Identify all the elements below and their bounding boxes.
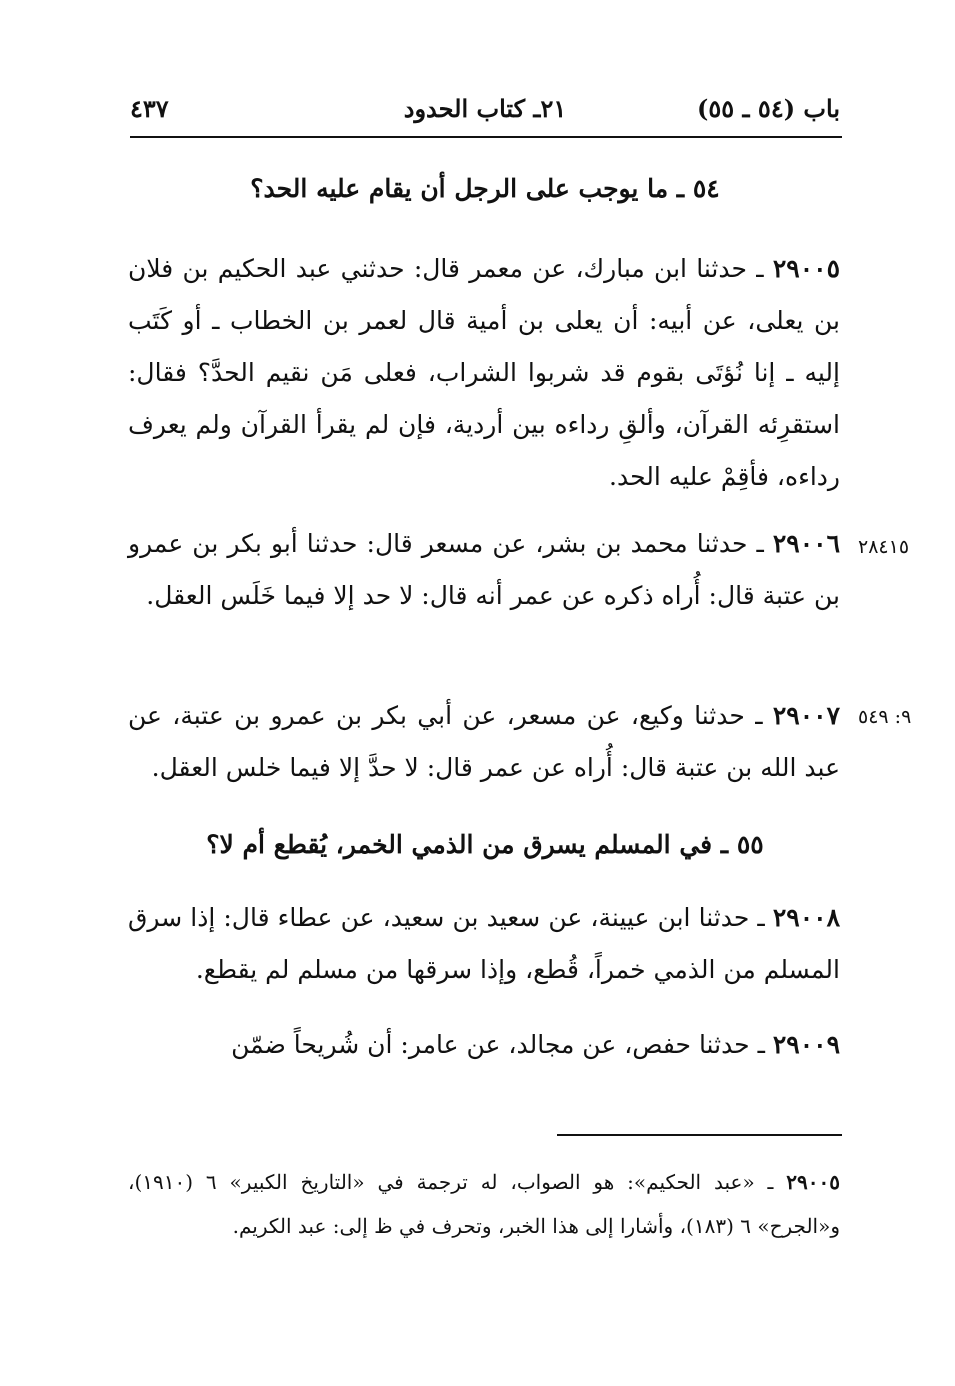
running-header — [130, 94, 840, 134]
hadith-number: ٢٩٠٠٨ — [772, 903, 840, 932]
header-rule — [130, 136, 842, 138]
section-range: باب (٥٤ ـ ٥٥) — [697, 94, 840, 123]
hadith-29006 — [128, 518, 840, 622]
footnote-rule — [557, 1134, 842, 1136]
hadith-number: ٢٩٠٠٥ — [772, 254, 840, 283]
hadith-text: ـ حدثنا محمد بن بشر، عن مسعر قال: حدثنا أبو بكر بن عمرو بن عتبة قال: أُراه ذكره عن عمر أنه قال: لا حد إلا فيما خَلَس العقل. — [128, 529, 840, 610]
hadith-29009 — [128, 1019, 840, 1071]
page-number: ٤٣٧ — [130, 94, 169, 123]
hadith-number: ٢٩٠٠٦ — [772, 529, 840, 558]
section-heading-55: ٥٥ ـ في المسلم يسرق من الذمي الخمر، يُقطع أم لا؟ — [206, 830, 764, 859]
hadith-29008 — [128, 892, 840, 996]
hadith-text: ـ حدثنا وكيع، عن مسعر، عن أبي بكر بن عمرو بن عتبة، عن عبد الله بن عتبة قال: أُراه عن عمر قال: لا حدَّ إلا فيما خلس العقل. — [128, 701, 840, 782]
margin-reference: ٢٨٤١٥ — [858, 536, 910, 558]
margin-reference: ٩: ٥٤٩ — [858, 706, 912, 728]
hadith-text: ـ حدثنا حفص، عن مجالد، عن عامر: أن شُريحاً ضمّن — [231, 1030, 773, 1059]
hadith-29005 — [128, 243, 840, 503]
footnote — [128, 1160, 840, 1248]
hadith-text: ـ حدثنا ابن عيينة، عن سعيد بن سعيد، عن عطاء قال: إذا سرق المسلم من الذمي خمراً، قُطع، وإذا سرقها من مسلم لم يقطع. — [128, 903, 840, 984]
section-heading-54: ٥٤ ـ ما يوجب على الرجل أن يقام عليه الحد؟ — [250, 174, 720, 203]
book-title: ٢١ـ كتاب الحدود — [403, 94, 567, 123]
hadith-text: ـ حدثنا ابن مبارك، عن معمر قال: حدثني عبد الحكيم بن فلان بن يعلى، عن أبيه: أن يعلى بن أمية قال لعمر بن الخطاب ـ أو كَتَب إليه ـ إنا نُؤتَى بقوم قد شربوا الشراب، فعلى مَن نقيم الحدَّ؟ فقال: استقرِئه القرآن، وألقِ رداءه بين أردية، فإن لم يقرأ القرآن ولم يعرف رداءه، فأقِمْ عليه الحد. — [128, 254, 840, 491]
hadith-number: ٢٩٠٠٧ — [772, 701, 841, 730]
footnote-text: ـ «عبد الحكيم»: هو الصواب، له ترجمة في «التاريخ الكبير» ٦ (١٩١٠)، و«الجرح» ٦ (١٨٣)، وأشارا إلى هذا الخبر، وتحرف في ظ إلى: عبد الكريم. — [128, 1170, 840, 1238]
footnote-number: ٢٩٠٠٥ — [786, 1170, 840, 1194]
hadith-number: ٢٩٠٠٩ — [772, 1030, 840, 1059]
hadith-29007 — [128, 690, 840, 794]
